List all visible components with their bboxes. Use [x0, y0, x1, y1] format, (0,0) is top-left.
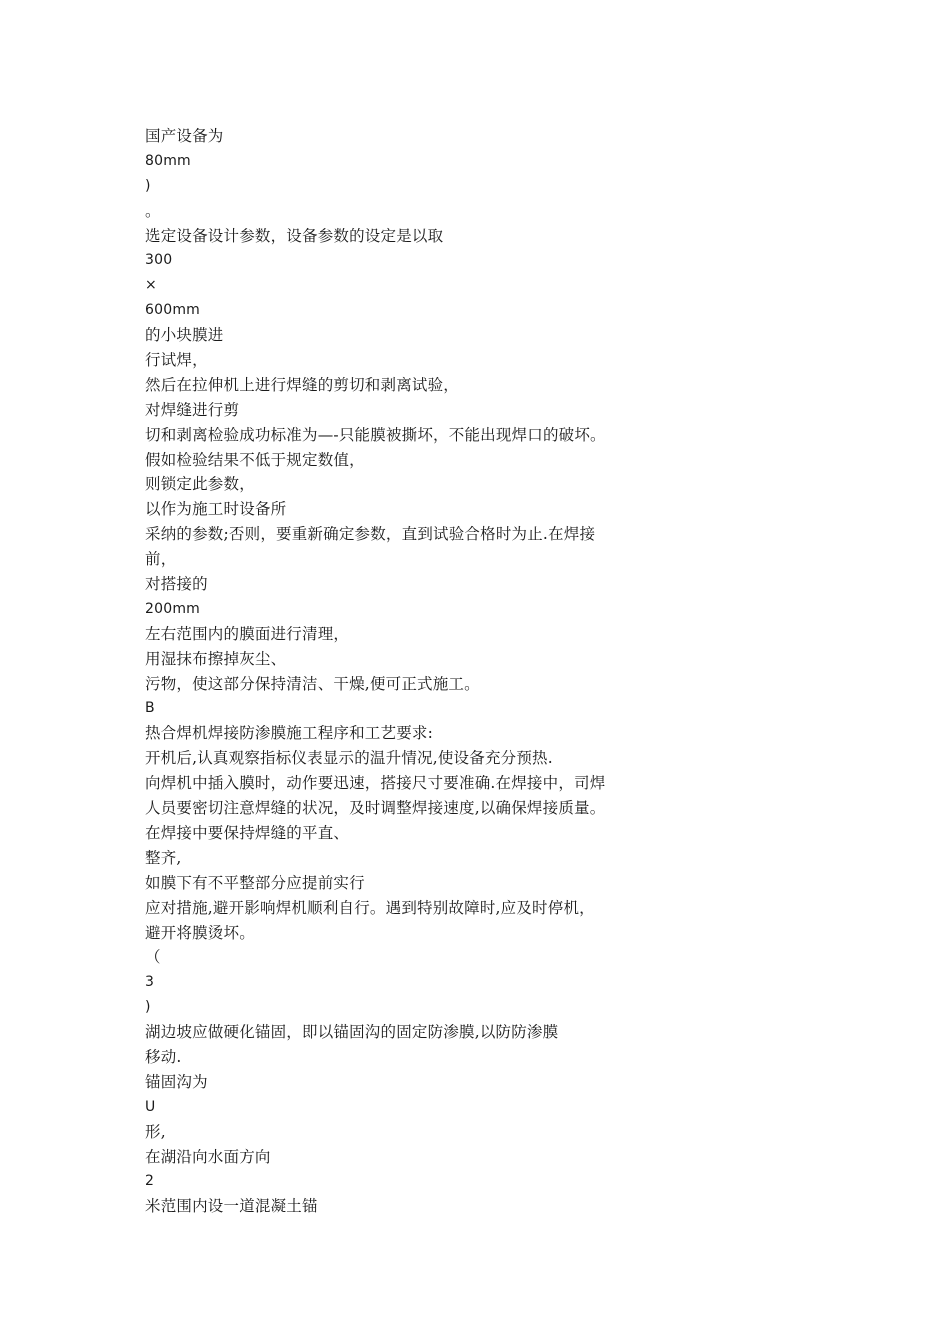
text-line: × [145, 277, 157, 294]
text-line: 选定设备设计参数，设备参数的设定是以取 [145, 226, 444, 245]
text-line: B [145, 700, 155, 717]
text-line: 对搭接的 [145, 575, 208, 594]
text-line: （ [145, 948, 161, 967]
text-line: 在焊接中要保持焊缝的平直、 [145, 823, 350, 842]
text-line: U [145, 1098, 156, 1115]
text-line: 。 [145, 201, 161, 220]
text-line: 2 [145, 1173, 155, 1190]
text-line: 向焊机中插入膜时，动作要迅速，搭接尺寸要准确.在焊接中，司焊 [145, 774, 606, 793]
text-line: 热合焊机焊接防渗膜施工程序和工艺要求: [145, 724, 434, 743]
text-line: 形, [145, 1122, 166, 1141]
text-line: 在湖沿向水面方向 [145, 1147, 271, 1166]
text-line: 移动. [145, 1047, 182, 1066]
text-line: 200mm [145, 600, 200, 617]
text-line: 80mm [145, 152, 191, 169]
text-line: 左右范围内的膜面进行清理， [145, 624, 350, 643]
text-line: 用湿抹布擦掉灰尘、 [145, 649, 287, 668]
text-line: 以作为施工时设备所 [145, 500, 287, 519]
text-line: 则锁定此参数， [145, 475, 255, 494]
text-line: 采纳的参数;否则，要重新确定参数，直到试验合格时为止.在焊接 [145, 525, 596, 544]
text-line: 避开将膜烫坏。 [145, 923, 255, 942]
text-line: 如膜下有不平整部分应提前实行 [145, 873, 365, 892]
text-line: 开机后,认真观察指标仪表显示的温升情况,使设备充分预热. [145, 749, 553, 768]
text-line: 污物，使这部分保持清洁、干燥,便可正式施工。 [145, 674, 480, 693]
text-line: 前， [145, 550, 177, 569]
text-line: ) [145, 177, 151, 194]
text-line: 应对措施,避开影响焊机顺利自行。遇到特别故障时,应及时停机， [145, 898, 595, 917]
document-body [145, 124, 645, 1219]
text-line: 人员要密切注意焊缝的状况，及时调整焊接速度,以确保焊接质量。 [145, 799, 606, 818]
text-line: ) [145, 999, 151, 1016]
text-line: 然后在拉伸机上进行焊缝的剪切和剥离试验， [145, 375, 460, 394]
text-line: 的小块膜进 [145, 326, 224, 345]
text-line: 湖边坡应做硬化锚固，即以锚固沟的固定防渗膜,以防防渗膜 [145, 1023, 559, 1042]
text-line: 整齐, [145, 848, 182, 867]
text-line: 国产设备为 [145, 127, 224, 145]
text-line: 假如检验结果不低于规定数值， [145, 450, 365, 469]
text-line: 300 [145, 252, 173, 269]
text-line: 对焊缝进行剪 [145, 400, 240, 419]
text-line: 600mm [145, 302, 200, 319]
text-line: 锚固沟为 [145, 1072, 208, 1091]
text-line: 行试焊， [145, 351, 208, 370]
text-line: 3 [145, 974, 155, 991]
text-line: 切和剥离检验成功标准为—-只能膜被撕坏，不能出现焊口的破坏。 [145, 425, 606, 444]
text-line: 米范围内设一道混凝土锚 [145, 1197, 318, 1216]
